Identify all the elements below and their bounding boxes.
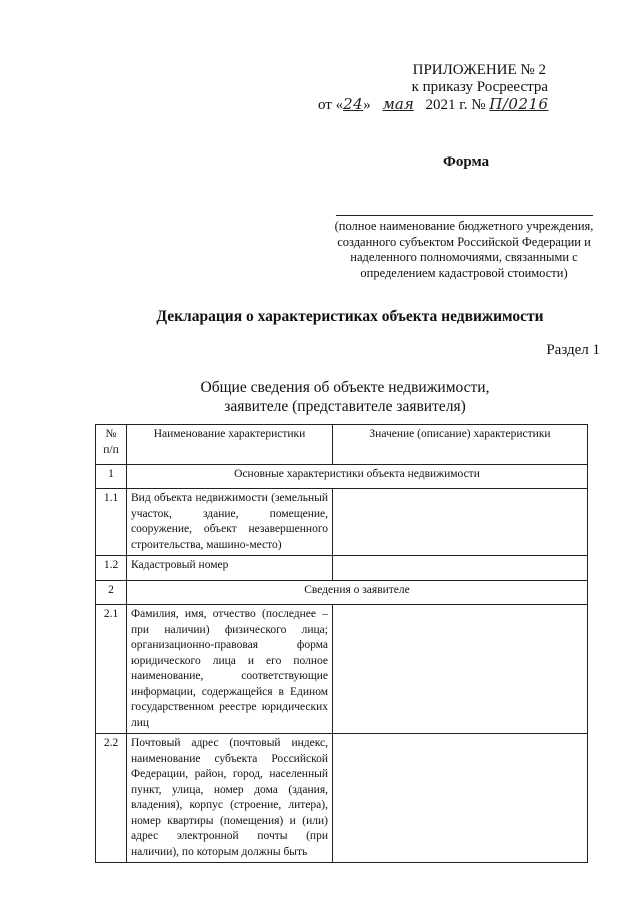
row-number: 1 bbox=[96, 465, 127, 489]
characteristic-value-cell[interactable] bbox=[333, 734, 588, 863]
date-prefix: от « bbox=[318, 97, 344, 113]
handwritten-order-number: П/0216 bbox=[489, 95, 549, 113]
table-row bbox=[96, 581, 588, 605]
row-number: 2.2 bbox=[96, 734, 127, 863]
characteristic-name-cell: Кадастровый номер bbox=[127, 556, 333, 581]
characteristic-value-cell[interactable] bbox=[333, 605, 588, 734]
table-row bbox=[96, 605, 588, 734]
table-row bbox=[96, 556, 588, 581]
year-and-number-label: 2021 г. № bbox=[425, 97, 486, 113]
row-number: 2.1 bbox=[96, 605, 127, 734]
section-title-line-2: заявителе (представителе заявителя) bbox=[224, 398, 466, 415]
handwritten-month: мая bbox=[382, 95, 414, 113]
table-header-row bbox=[96, 425, 588, 465]
row-number: 1.1 bbox=[96, 489, 127, 556]
appendix-number: ПРИЛОЖЕНИЕ № 2 bbox=[412, 62, 546, 78]
appendix-header bbox=[318, 62, 548, 114]
appendix-order-ref: к приказу Росреестра bbox=[411, 79, 548, 95]
section-title bbox=[0, 378, 640, 416]
fill-in-caption: (полное наименование бюджетного учреждения, созданного субъектом Российской Федерации и наделенного полномочиями, связанными с определением кадастровой стоимости) bbox=[334, 219, 594, 280]
header-characteristic-name: Наименование характеристики bbox=[127, 425, 333, 465]
table-row bbox=[96, 465, 588, 489]
date-mid: » bbox=[363, 97, 371, 113]
header-number: № п/п bbox=[96, 425, 127, 465]
order-date-line bbox=[318, 96, 548, 114]
row-number: 1.2 bbox=[96, 556, 127, 581]
handwritten-day: 24 bbox=[343, 95, 364, 113]
characteristic-value-cell[interactable] bbox=[333, 489, 588, 556]
section-heading-cell: Основные характеристики объекта недвижимости bbox=[127, 465, 588, 489]
table-row bbox=[96, 734, 588, 863]
characteristic-name-cell: Вид объекта недвижимости (земельный участок, здание, помещение, сооружение, объект незавершенного строительства, машино-место) bbox=[127, 489, 333, 556]
header-characteristic-value: Значение (описание) характеристики bbox=[333, 425, 588, 465]
declaration-table bbox=[95, 424, 588, 863]
row-number: 2 bbox=[96, 581, 127, 605]
characteristic-value-cell[interactable] bbox=[333, 556, 588, 581]
section-title-line-1: Общие сведения об объекте недвижимости, bbox=[200, 379, 490, 396]
document-title: Декларация о характеристиках объекта недвижимости bbox=[156, 308, 544, 325]
characteristic-name-cell: Почтовый адрес (почтовый индекс, наименование субъекта Российской Федерации, район, город, населенный пункт, улица, номер дома (здания, владения), корпус (строение, литера), номер квартиры (помещения) и (или) адрес электронной почты (при наличии), по которым должны быть bbox=[127, 734, 333, 863]
fill-in-line bbox=[336, 215, 593, 216]
table-row bbox=[96, 489, 588, 556]
section-label: Раздел 1 bbox=[546, 342, 600, 358]
section-heading-cell: Сведения о заявителе bbox=[127, 581, 588, 605]
form-label: Форма bbox=[443, 154, 490, 170]
characteristic-name-cell: Фамилия, имя, отчество (последнее – при наличии) физического лица; организационно-правовая форма юридического лица и его полное наименование, соответствующие информации, содержащейся в Едином государственном реестре юридических лиц bbox=[127, 605, 333, 734]
